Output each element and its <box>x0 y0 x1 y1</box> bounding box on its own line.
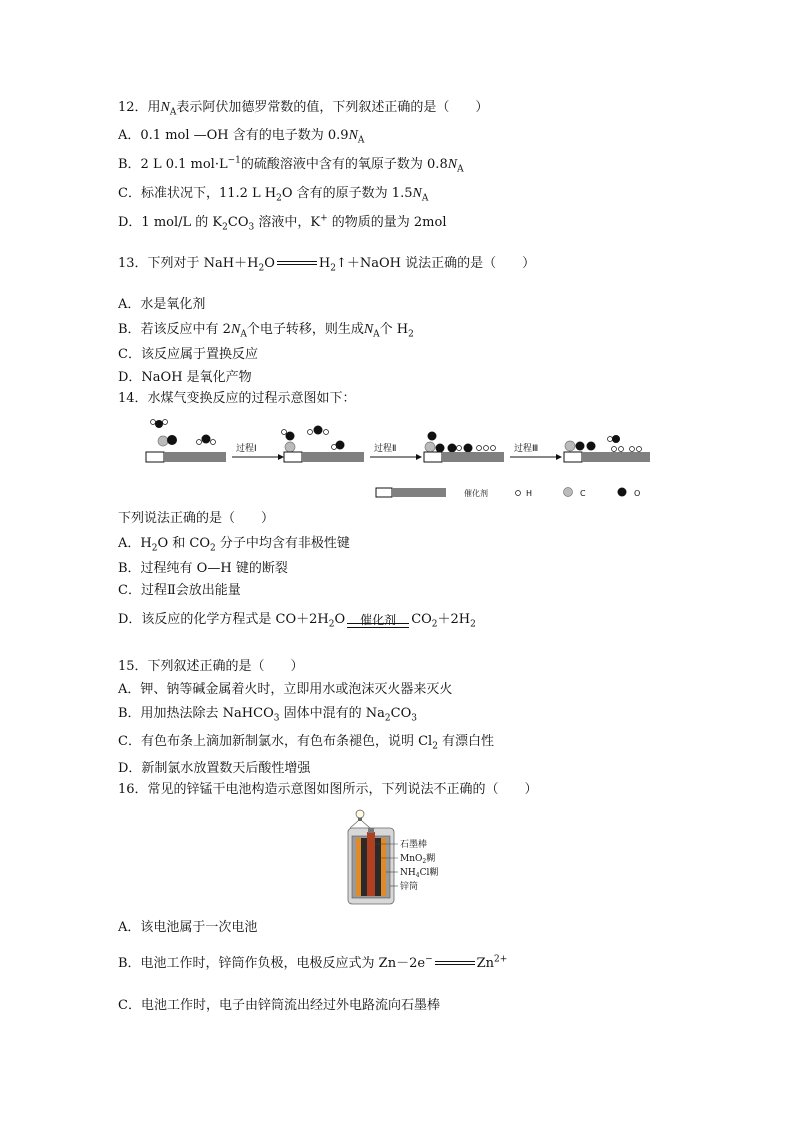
catalyst-white <box>564 452 582 462</box>
q12-stem: 12．用$N_A$表示阿伏加德罗常数的值，下列叙述正确的是（ ） <box>118 100 489 118</box>
arrow-process-2 <box>370 442 422 460</box>
arrow-process-3 <box>510 442 562 460</box>
q16-option-a: A．该电池属于一次电池 <box>118 920 258 935</box>
label-zinc-can: 锌筒 <box>400 882 419 892</box>
h-atom <box>308 430 313 435</box>
q13-option-b: B．若该反应中有 $2N_A$个电子转移，则生成$N_A$个 $H_2$ <box>118 322 414 340</box>
h-atom <box>630 447 635 452</box>
q13-option-c: C．该反应属于置换反应 <box>118 347 258 362</box>
legend-c-label: C <box>580 489 586 498</box>
o-atom <box>448 444 457 453</box>
o-atom <box>286 432 295 441</box>
bulb <box>350 810 370 828</box>
o-atom <box>336 441 345 450</box>
c-atom <box>425 442 435 452</box>
h-atom <box>197 440 202 445</box>
stage-1 <box>282 426 365 463</box>
arrow-process-1 <box>232 442 284 460</box>
o-atom <box>464 444 473 453</box>
legend-catalyst-white <box>376 488 392 497</box>
c-atom <box>158 436 168 446</box>
h-atom <box>491 446 496 451</box>
graphite-rod <box>367 832 375 896</box>
o-atom <box>612 435 620 443</box>
q14-option-c: C．过程Ⅱ会放出能量 <box>118 583 241 598</box>
legend-h-label: H <box>526 489 533 498</box>
h-atom <box>619 447 624 452</box>
water-gas-shift-diagram <box>142 418 654 504</box>
stage-3 <box>564 435 650 462</box>
q12-option-b: B．2 L 0.1 $mol\cdot L^{-1}$的硫酸溶液中含有的氧原子数为 $0.8N_A$ <box>118 155 464 175</box>
catalyst-grey <box>164 452 226 462</box>
h-atom <box>608 437 613 442</box>
na-symbol-a: N <box>348 128 358 143</box>
h-atom <box>637 447 642 452</box>
process-1-label: 过程Ⅰ <box>236 444 257 454</box>
q14-stem: 14．水煤气变换反应的过程示意图如下： <box>118 391 356 406</box>
process-2-label: 过程Ⅱ <box>374 444 397 454</box>
label-graphite-rod: 石墨棒 <box>400 840 428 850</box>
q14-option-d: D．该反应的化学方程式是 $CO+2H_2O$ 催化剂 $CO_2+2H_2$ <box>118 606 476 634</box>
catalyst-white <box>424 452 442 462</box>
q13-option-a: A．水是氧化剂 <box>118 297 206 312</box>
o-atom <box>436 444 445 453</box>
o-atom <box>155 420 163 428</box>
legend-o-label: O <box>634 489 641 498</box>
h-atom <box>151 420 156 425</box>
catalyst-white <box>146 452 164 462</box>
q15-option-d: D．新制氯水放置数天后酸性增强 <box>118 761 311 776</box>
h-atom <box>163 420 168 425</box>
legend-catalyst-grey <box>392 488 446 497</box>
h-atom <box>484 446 489 451</box>
c-atom <box>565 441 575 451</box>
legend-h-atom <box>516 491 521 496</box>
equal-sign <box>275 259 319 269</box>
o-atom <box>202 435 211 444</box>
legend-o-atom <box>618 488 627 497</box>
h-atom <box>332 445 337 450</box>
q15-option-c: C．有色布条上滴加新制氯水，有色布条褪色，说明 $Cl_2$ 有漂白性 <box>118 734 495 752</box>
q13-stem: 13．下列对于 $NaH+H_2O$ $H_2↑+NaOH$ 说法正确的是（ ） <box>118 256 536 274</box>
rod-cap <box>368 828 374 833</box>
stage-2 <box>424 432 504 463</box>
h-atom <box>612 447 617 452</box>
o-atom <box>314 426 323 435</box>
q12-option-c: C．标准状况下，11.2 L $H_2O$ 含有的原子数为 $1.5N_A$ <box>118 186 429 204</box>
q14-option-b: B．过程纯有 O—H 键的断裂 <box>118 561 288 576</box>
na-symbol-sub: A <box>357 135 365 146</box>
h-atom <box>457 446 462 451</box>
q14-option-a: A．$H_2O$ 和 $CO_2$ 分子中均含有非极性键 <box>118 536 350 554</box>
stage-0 <box>146 420 226 463</box>
legend <box>376 488 640 499</box>
label-mno2-paste: MnO$_2$糊 <box>400 854 436 865</box>
o-atom <box>576 442 585 451</box>
process-3-label: 过程Ⅲ <box>514 444 539 454</box>
catalyst-grey <box>582 452 650 462</box>
catalyst-equals: 催化剂 <box>345 606 411 634</box>
q15-option-a: A．钾、钠等碱金属着火时，立即用水或泡沫灭火器来灭火 <box>118 682 453 697</box>
q14-prompt: 下列说法正确的是（ ） <box>118 511 275 526</box>
q16-option-b: B．电池工作时，锌筒作负极，电极反应式为 Zn－2e− $Zn^{2+}$ <box>118 954 508 971</box>
q12-option-a: A．0.1 mol —OH 含有的电子数为 $0.9N_A$ <box>118 128 365 146</box>
legend-c-atom <box>564 488 573 497</box>
o-atom <box>587 442 596 451</box>
q16-stem: 16．常见的锌锰干电池构造示意图如图所示，下列说法不正确的（ ） <box>118 782 538 797</box>
catalyst-grey <box>442 452 504 462</box>
h-atom <box>211 440 216 445</box>
zinc-manganese-battery-diagram <box>340 808 452 912</box>
battery-body <box>348 828 394 904</box>
q15-stem: 15．下列叙述正确的是（ ） <box>118 659 304 674</box>
label-nh4cl-paste: $NH_4Cl$糊 <box>400 868 439 879</box>
legend-catalyst-label: 催化剂 <box>464 489 488 498</box>
catalyst-white <box>284 452 302 462</box>
q15-option-b: B．用加热法除去 NaHCO$_3$ 固体中混有的 $Na_2CO_3$ <box>118 706 417 724</box>
q13-option-d: D．NaOH 是氧化产物 <box>118 370 252 385</box>
o-atom <box>167 435 177 445</box>
h-atom <box>324 430 329 435</box>
catalyst-grey <box>302 452 364 462</box>
c-atom <box>285 442 295 452</box>
q12-option-d: D．1 mol/L 的 $K_2CO_3$ 溶液中，K+ 的物质的量为 2mol <box>118 213 447 233</box>
h-atom <box>282 430 287 435</box>
q16-option-c: C．电池工作时，电子由锌筒流出经过外电路流向石墨棒 <box>118 998 440 1013</box>
h-atom <box>477 446 482 451</box>
equal-sign <box>433 959 477 969</box>
o-atom <box>428 432 437 441</box>
